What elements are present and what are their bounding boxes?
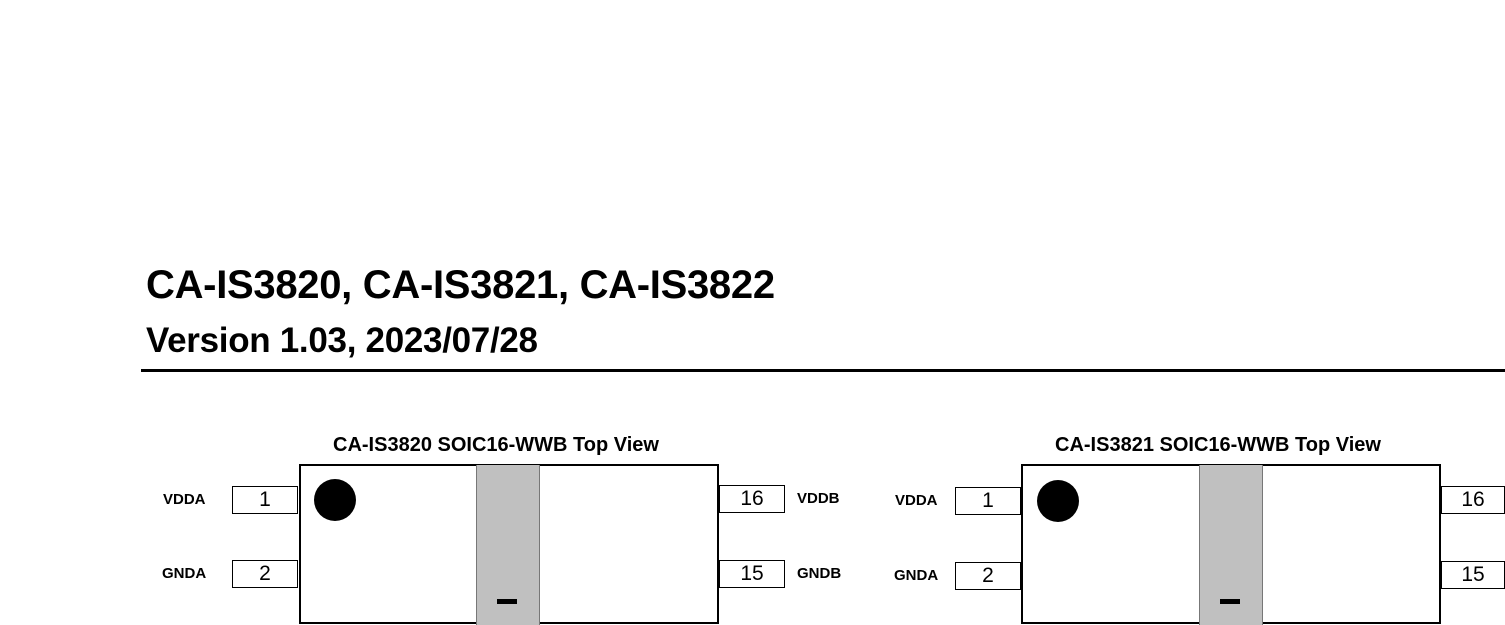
pin-number-box: 16 — [719, 485, 785, 513]
pin-number-box: 2 — [232, 560, 298, 588]
pin-number-box: 1 — [232, 486, 298, 514]
pin-label-vdda: VDDA — [163, 491, 206, 508]
pin-label-gnda: GNDA — [162, 565, 207, 582]
pin-number-box: 1 — [955, 487, 1021, 515]
diagram-title: CA-IS3821 SOIC16-WWB Top View — [1055, 434, 1381, 456]
pin-number-box: 15 — [719, 560, 785, 588]
document-title: CA-IS3820, CA-IS3821, CA-IS3822 — [146, 263, 775, 307]
isolation-barrier — [1199, 465, 1263, 625]
pin-label-vdda: VDDA — [895, 492, 938, 509]
document-version: Version 1.03, 2023/07/28 — [146, 321, 538, 360]
pin-number-box: 2 — [955, 562, 1021, 590]
isolation-symbol — [1220, 599, 1240, 604]
pin1-indicator-dot — [1037, 480, 1079, 522]
pin-label-gndb: GNDB — [797, 565, 842, 582]
pin-number-box: 15 — [1441, 561, 1505, 589]
diagram-title: CA-IS3820 SOIC16-WWB Top View — [333, 434, 659, 456]
pin-label-gnda: GNDA — [894, 567, 939, 584]
pin-label-vddb: VDDB — [797, 490, 840, 507]
pin-number-box: 16 — [1441, 486, 1505, 514]
